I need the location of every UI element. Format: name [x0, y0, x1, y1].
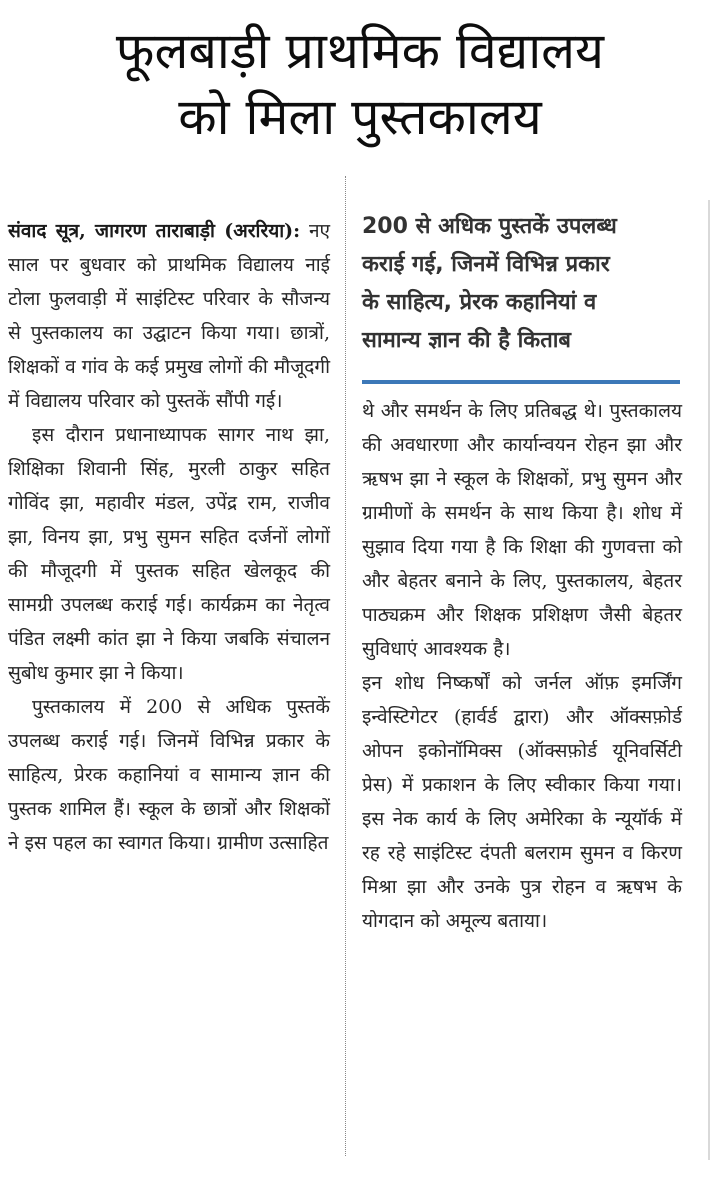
pull-quote-rule [362, 380, 680, 384]
article-paragraph-2: इस दौरान प्रधानाध्यापक सागर नाथ झा, शिक्षिका शिवानी सिंह, मुरली ठाकुर सहित गोविंद झा, महावीर मंडल, उपेंद्र राम, राजीव झा, विनय झा, प्रभु सुमन सहित दर्जनों लोगों की मौजूदगी में पुस्तक सहित खेलकूद की सामग्री उपलब्ध कराई गई। कार्यक्रम का नेतृत्व पंडित लक्ष्मी कांत झा ने किया जबकि संचालन सुबोध कुमार झा ने किया। [8, 424, 330, 684]
right-column [362, 394, 682, 938]
pull-quote [362, 208, 682, 360]
pull-quote-line-3: के साहित्य, प्रेरक कहानियां व [362, 290, 597, 315]
article-paragraph-3: पुस्तकालय में 200 से अधिक पुस्तकें उपलब्ध कराई गई। जिनमें विभिन्न प्रकार के साहित्य, प्रेरक कहानियां व सामान्य ज्ञान की पुस्तक शामिल हैं। स्कूल के छात्रों और शिक्षकों ने इस पहल का स्वागत किया। ग्रामीण उत्साहित [8, 696, 330, 854]
headline [0, 18, 720, 150]
pull-quote-line-1: 200 से अधिक पुस्तकें उपलब्ध [362, 214, 617, 239]
headline-line-1: फूलबाड़ी प्राथमिक विद्यालय [115, 22, 605, 80]
pull-quote-line-2: कराई गई, जिनमें विभिन्न प्रकार [362, 252, 610, 277]
paragraph-1-text: नए साल पर बुधवार को प्राथमिक विद्यालय नाई टोला फुलवाड़ी में साइंटिस्ट परिवार के सौजन्य से पुस्तकालय का उद्घाटन किया गया। छात्रों, शिक्षकों व गांव के कई प्रमुख लोगों की मौजूदगी में विद्यालय परिवार को पुस्तकें सौंपी गई। [8, 220, 331, 412]
headline-line-2: को मिला पुस्तकालय [178, 88, 542, 146]
article-paragraph-5: इन शोध निष्कर्षों को जर्नल ऑफ़ इमर्जिंग इन्वेस्टिगेटर (हार्वर्ड द्वारा) और ऑक्सफ़ोर्ड ओपन इकोनॉमिक्स (ऑक्सफ़ोर्ड यूनिवर्सिटी प्रेस) में प्रकाशन के लिए स्वीकार किया गया। इस नेक कार्य के लिए अमेरिका के न्यूयॉर्क में रह रहे साइंटिस्ट दंपती बलराम सुमन व किरण मिश्रा झा और उनके पुत्र रोहन व ऋषभ के योगदान को अमूल्य बताया। [362, 672, 682, 932]
page-edge [708, 200, 710, 1160]
pull-quote-line-4: सामान्य ज्ञान की है किताब [362, 328, 571, 353]
article-paragraph-1 [8, 214, 330, 418]
column-divider [345, 176, 346, 1156]
left-column [8, 214, 330, 860]
article-paragraph-4: थे और समर्थन के लिए प्रतिबद्ध थे। पुस्तकालय की अवधारणा और कार्यान्वयन रोहन झा और ऋषभ झा ने स्कूल के शिक्षकों, प्रभु सुमन और ग्रामीणों के समर्थन के साथ किया है। शोध में सुझाव दिया गया है कि शिक्षा की गुणवत्ता को और बेहतर बनाने के लिए, पुस्तकालय, बेहतर पाठ्यक्रम और शिक्षक प्रशिक्षण जैसी बेहतर सुविधाएं आवश्यक है। [362, 400, 682, 660]
dateline: संवाद सूत्र, जागरण ताराबाड़ी (अररिया): [8, 220, 301, 242]
